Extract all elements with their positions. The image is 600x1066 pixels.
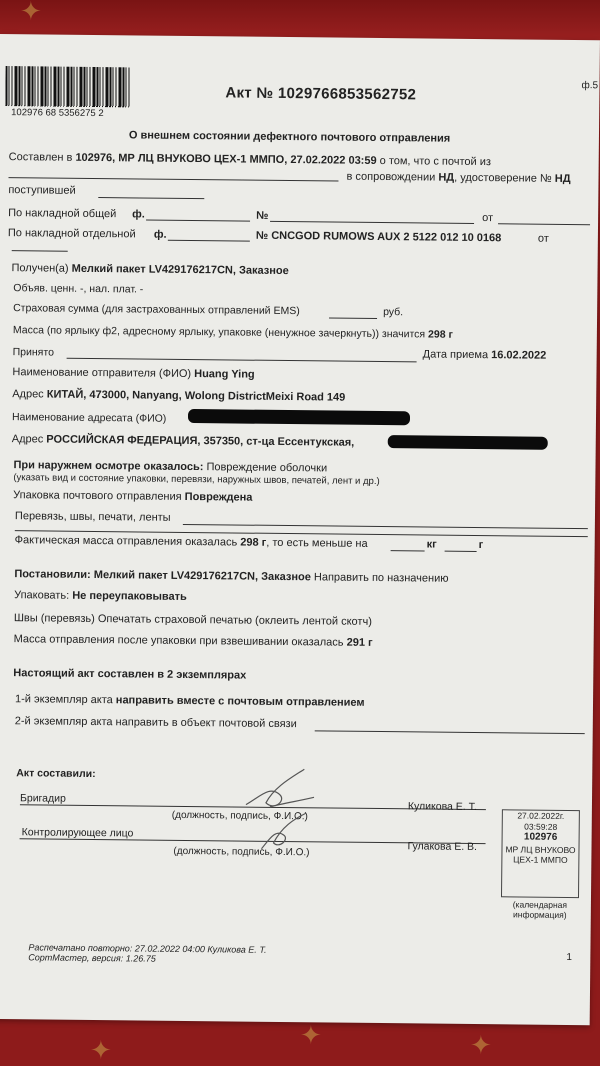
accepted-date-label: Дата приема — [422, 348, 489, 362]
compiled-suffix: о том, что с почтой из — [379, 154, 491, 169]
general-waybill-label: По накладной общей — [8, 207, 117, 221]
star-pattern-icon: ✦ — [300, 1020, 322, 1050]
controller-name: Гулакова Е. В. — [407, 840, 478, 854]
escort-cert-label: , удостоверение № — [454, 171, 552, 185]
star-pattern-icon: ✦ — [90, 1035, 112, 1065]
compiled-prefix: Составлен в — [8, 151, 73, 164]
act-title: Акт № 1029766853562752 — [225, 84, 417, 104]
copy1-value: направить вместе с почтовым отправлением — [115, 694, 365, 709]
actual-mass-mid: , то есть меньше на — [266, 536, 368, 550]
declared-value: Объяв. ценн. -, нал. плат. - — [13, 282, 144, 296]
barcode — [5, 66, 130, 107]
inspection-value: Повреждение оболочки — [206, 461, 328, 475]
separate-waybill-form-blank — [168, 240, 250, 242]
separate-waybill-from: от — [537, 232, 549, 245]
redacted-recipient-address — [388, 435, 548, 450]
sender-address-label: Адрес — [12, 388, 44, 401]
packaging-line — [13, 489, 252, 505]
pack-line — [14, 589, 187, 604]
general-waybill-no-blank — [270, 221, 474, 224]
accepted-label: Принято — [12, 346, 55, 359]
received-value: Мелкий пакет LV429176217CN, Заказное — [71, 262, 289, 278]
decided-line — [14, 568, 448, 586]
stamp-caption: (календарная информация) — [512, 899, 568, 921]
stamp-date: 27.02.2022г. — [517, 810, 565, 821]
controller-role: Контролирующее лицо — [21, 826, 134, 840]
stamp-time: 03:59:28 — [524, 821, 558, 832]
general-waybill-date-blank — [498, 223, 590, 225]
actual-mass-kg-blank — [391, 550, 425, 551]
mass-line — [13, 324, 453, 341]
mass-label: Масса (по ярлыку ф2, адресному ярлыку, упаковке (ненужное зачеркнуть)) значится — [12, 324, 426, 341]
separate-waybill-value: CNCGOD RUMOWS AUX 2 5122 012 10 0168 — [271, 229, 502, 245]
compiled-value: 102976, МР ЛЦ ВНУКОВО ЦЕХ-1 ММПО, 27.02.2022 03:59 — [75, 151, 377, 167]
compiled-line — [9, 151, 491, 169]
copy2-label: 2-й экземпляр акта направить в объект почтовой связи — [14, 715, 297, 731]
redacted-recipient-name — [188, 409, 410, 425]
copy1-line — [15, 693, 365, 710]
insurance-label: Страховая сумма (для застрахованных отправлений EMS) — [13, 302, 300, 318]
sender-name-line — [12, 366, 254, 382]
received-line — [11, 262, 288, 278]
recipient-name-label: Наименование адресата (ФИО) — [11, 411, 167, 425]
stamp-line2: ЦЕХ-1 ММПО — [513, 854, 568, 866]
insurance-blank — [329, 317, 377, 319]
received-from-label: поступившей — [8, 184, 76, 197]
decided-suffix: Направить по назначению — [313, 571, 449, 585]
star-pattern-icon: ✦ — [470, 1030, 492, 1060]
actual-mass-value: 298 г — [240, 536, 267, 549]
calendar-stamp — [501, 809, 580, 898]
accepted-date-line — [423, 348, 547, 362]
escort-line — [346, 171, 570, 187]
actual-mass-kg: кг — [426, 538, 437, 551]
controller-caption: (должность, подпись, Ф.И.О.) — [173, 845, 310, 859]
insurance-unit: руб. — [383, 306, 404, 319]
foreman-role: Бригадир — [19, 792, 66, 805]
act-document — [0, 34, 600, 1025]
separate-waybill-label: По накладной отдельной — [7, 227, 136, 241]
escort-cert-value: НД — [554, 172, 571, 185]
actual-mass-line — [15, 534, 368, 551]
decided-value: Мелкий пакет LV429176217CN, Заказное — [93, 569, 311, 584]
accepted-blank — [67, 358, 417, 363]
packaging-label: Упаковка почтового отправления — [13, 489, 182, 503]
star-pattern-icon: ✦ — [20, 0, 42, 26]
copy2-blank — [315, 730, 585, 734]
separate-waybill-line — [256, 230, 502, 246]
controller-signature — [253, 809, 313, 858]
actual-mass-g: г — [478, 539, 484, 552]
separate-waybill-form: ф. — [153, 228, 167, 241]
inspection-hint: (указать вид и состояние упаковки, перевязи, наружных швов, печатей, лент и др.) — [13, 472, 380, 487]
recipient-address-line — [12, 433, 355, 450]
mass-after-line — [14, 633, 373, 650]
escort-value: НД — [438, 171, 455, 184]
foreman-caption: (должность, подпись, Ф.И.О.) — [171, 809, 308, 823]
sender-name-label: Наименование отправителя (ФИО) — [12, 366, 192, 381]
sender-name-value: Huang Ying — [194, 368, 255, 381]
general-waybill-no: № — [256, 209, 269, 222]
mass-after-label: Масса отправления после упаковки при взвешивании оказалась — [13, 633, 344, 649]
software-version: СортМастер, версия: 1.26.75 — [28, 952, 156, 964]
actual-mass-label: Фактическая масса отправления оказалась — [14, 534, 238, 549]
document-subtitle: О внешнем состоянии дефектного почтового отправления — [128, 129, 451, 145]
mass-value: 298 г — [427, 328, 453, 341]
copies-text: Настоящий акт составлен в 2 экземплярах — [13, 667, 247, 682]
accepted-date: 16.02.2022 — [491, 349, 547, 362]
recipient-address-label: Адрес — [11, 433, 44, 446]
escort-label: в сопровождении — [346, 170, 436, 184]
separate-waybill-date-blank — [12, 250, 68, 252]
compiled-by-label: Акт составили: — [16, 767, 96, 781]
seams-text: Швы (перевязь) Опечатать страховой печатью (оклеить лентой скотч) — [13, 612, 372, 628]
origin-blank — [8, 177, 338, 181]
separate-waybill-no: № — [255, 229, 269, 242]
sender-address-line — [12, 388, 345, 405]
received-label: Получен(а) — [11, 262, 69, 275]
stamp-line1: МР ЛЦ ВНУКОВО — [505, 844, 576, 855]
actual-mass-g-blank — [445, 551, 477, 552]
sender-address-value: КИТАЙ, 473000, Nanyang, Wolong DistrictMeixi Road 149 — [46, 388, 346, 404]
form-number: ф.5 — [581, 80, 599, 92]
mass-after-value: 291 г — [346, 636, 373, 649]
received-from-blank — [98, 197, 204, 199]
stamp-number: 102976 — [523, 831, 558, 844]
recipient-address-value: РОССИЙСКАЯ ФЕДЕРАЦИЯ, 357350, ст-ца Ессентукская, — [46, 433, 355, 449]
bindings-label: Перевязь, швы, печати, ленты — [14, 510, 171, 524]
general-waybill-from: от — [482, 212, 494, 225]
decided-label: Постановили: — [14, 568, 91, 581]
page-number: 1 — [566, 951, 572, 964]
packaging-value: Повреждена — [184, 490, 253, 504]
foreman-name: Куликова Е. Т. — [407, 800, 477, 814]
reprint-note: Распечатано повторно: 27.02.2022 04:00 Куликова Е. Т. — [28, 942, 267, 955]
pack-value: Не переупаковывать — [72, 589, 187, 603]
general-waybill-form-blank — [146, 220, 250, 222]
pack-label: Упаковать: — [14, 589, 70, 602]
barcode-number: 102976 68 5356275 2 — [11, 107, 104, 120]
inspection-label: При наружнем осмотре оказалось: — [13, 459, 204, 474]
general-waybill-form: ф. — [132, 208, 145, 221]
copy1-label: 1-й экземпляр акта — [14, 693, 113, 707]
bindings-blank — [183, 524, 588, 529]
